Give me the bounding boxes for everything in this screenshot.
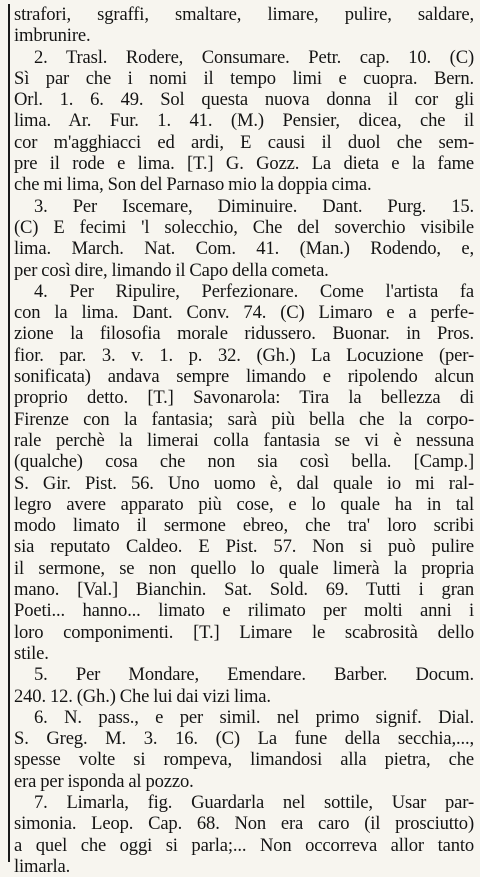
text-line: sonificata) andava sempre limando e ripolendo alcun <box>14 366 474 388</box>
text-line: Orl. 1. 6. 49. Sol questa nuova donna il cor gli <box>14 89 474 111</box>
margin-rule <box>8 4 10 862</box>
text-line: Firenze con la fantasia; sarà più bella che la corpo- <box>14 408 474 430</box>
text-line: 2. Trasl. Rodere, Consumare. Petr. cap. 10. (C) <box>34 46 474 68</box>
text-line: 3. Per Iscemare, Diminuire. Dant. Purg. 15. <box>34 195 474 217</box>
text-line: (qualche) cosa che non sia così bella. [Camp.] <box>14 451 474 473</box>
text-line: Poeti... hanno... limato e rilimato per molti anni i <box>14 600 474 622</box>
text-line: strafori, sgraffi, smaltare, limare, pulire, saldare, <box>14 4 474 25</box>
text-line: per così dire, limando il Capo della cometa. <box>14 259 329 281</box>
text-line: S. Gir. Pist. 56. Uno uomo è, dal quale io mi ral- <box>14 472 474 494</box>
text-line: fior. par. 3. v. 1. p. 32. (Gh.) La Locuzione (per- <box>14 344 474 366</box>
entry-text <box>14 4 474 877</box>
text-line: zione la filosofia morale ridussero. Buonar. in Pros. <box>14 323 474 345</box>
text-line: 4. Per Ripulire, Perfezionare. Come l'artista fa <box>34 280 474 302</box>
text-line: Sì par che i nomi il tempo limi e cuopra. Bern. <box>14 67 474 89</box>
text-line: loro componimenti. [T.] Limare le scabrosità dello <box>14 621 474 643</box>
text-line: 240. 12. (Gh.) Che lui dai vizi lima. <box>14 685 271 707</box>
text-line: che mi lima, Son del Parnaso mio la doppia cima. <box>14 174 372 196</box>
text-line: 5. Per Mondare, Emendare. Barber. Docum. <box>34 664 474 686</box>
text-line: il sermone, se non quello lo quale limerà la propria <box>14 557 474 579</box>
text-line: cor m'agghiacci ed ardi, E causi il duol che sem- <box>14 131 474 153</box>
text-line: proprio detto. [T.] Savonarola: Tira la bellezza di <box>14 387 474 409</box>
text-line: limarla. <box>14 855 71 877</box>
text-line: stile. <box>14 642 49 664</box>
text-line: (C) E fecimi 'l solecchio, Che del soverchio visibile <box>14 216 474 238</box>
text-line: 6. N. pass., e per simil. nel primo signif. Dial. <box>34 706 474 728</box>
text-line: legro avere apparato più cose, e lo quale ha in tal <box>14 493 474 515</box>
text-line: a quel che oggi si parla;... Non occorreva allor tanto <box>14 834 474 856</box>
text-line: rale perchè la limerai colla fantasia se vi è nessuna <box>14 429 474 451</box>
text-line: modo limato il sermone ebreo, che tra' loro scribi <box>14 515 474 537</box>
text-line: era per isponda al pozzo. <box>14 770 194 792</box>
text-line: S. Greg. M. 3. 16. (C) La fune della secchia,..., <box>14 728 474 750</box>
text-line: lima. Ar. Fur. 1. 41. (M.) Pensier, dicea, che il <box>14 110 474 132</box>
text-line: mano. [Val.] Bianchin. Sat. Sold. 69. Tutti i gran <box>14 579 474 601</box>
text-line: con la lima. Dant. Conv. 74. (C) Limaro e a perfe- <box>14 302 474 324</box>
text-line: imbrunire. <box>14 25 91 47</box>
text-line: spesse volte si rompeva, limandosi alla pietra, che <box>14 749 474 771</box>
text-line: simonia. Leop. Cap. 68. Non era caro (il prosciutto) <box>14 813 474 835</box>
text-line: 7. Limarla, fig. Guardarla nel sottile, Usar par- <box>34 791 474 813</box>
text-line: lima. March. Nat. Com. 41. (Man.) Rodendo, e, <box>14 238 474 260</box>
text-line: sia reputato Caldeo. E Pist. 57. Non si può pulire <box>14 536 474 558</box>
text-line: pre il rode e lima. [T.] G. Gozz. La dieta e la fame <box>14 153 474 175</box>
